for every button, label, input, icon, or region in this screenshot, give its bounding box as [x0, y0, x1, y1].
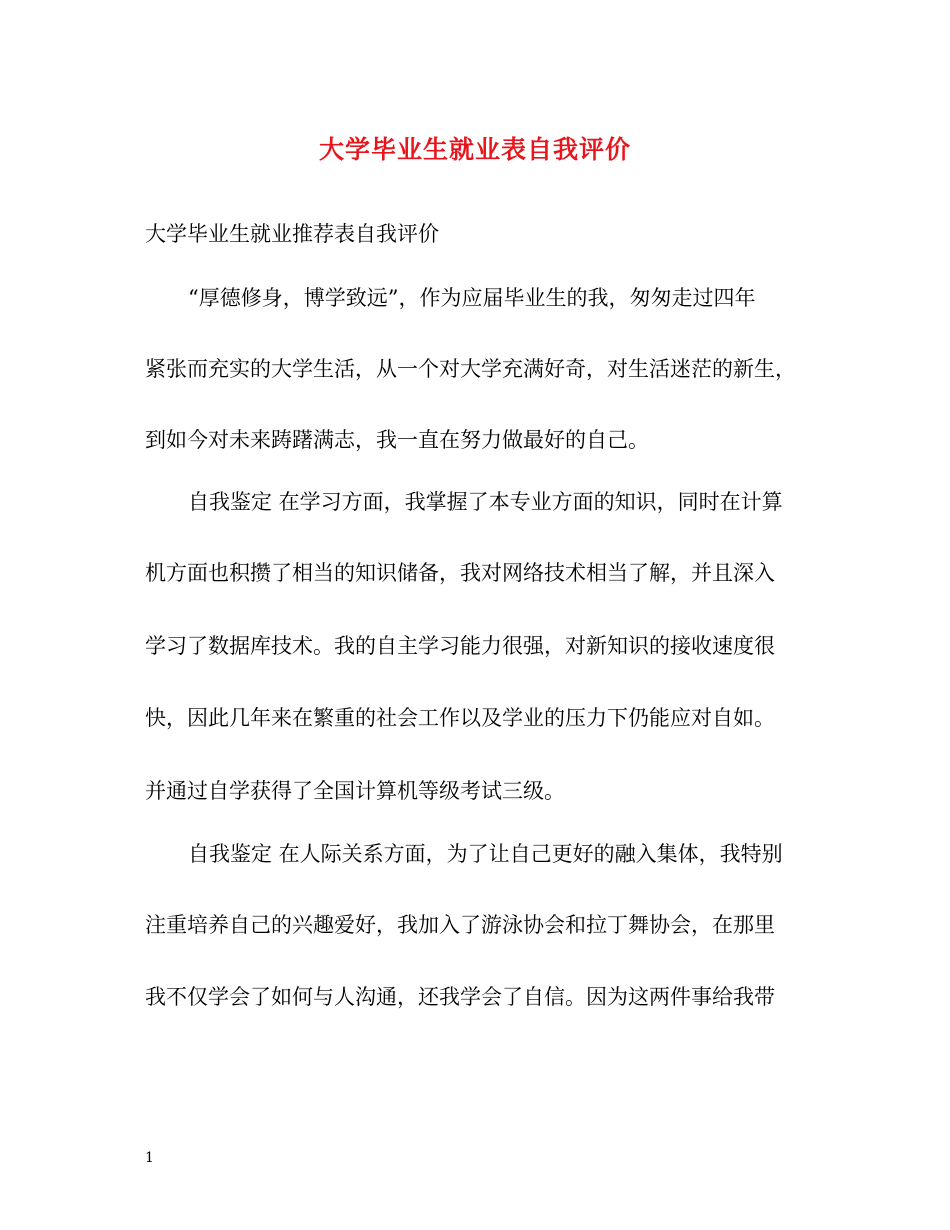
paragraph-line: 并通过自学获得了全国计算机等级考试三级。: [145, 779, 565, 803]
paragraph-line: 快，因此几年来在繁重的社会工作以及学业的压力下仍能应对自如。: [145, 706, 775, 730]
paragraph-line: 注重培养自己的兴趣爱好，我加入了游泳协会和拉丁舞协会，在那里: [145, 913, 775, 937]
paragraph-line: “厚德修身，博学致远”，作为应届毕业生的我，匆匆走过四年: [188, 286, 756, 310]
document-title: 大学毕业生就业表自我评价: [318, 135, 631, 164]
paragraph-line: 到如今对未来踌躇满志，我一直在努力做最好的自己。: [145, 428, 649, 452]
paragraph-line: 自我鉴定 在人际关系方面，为了让自己更好的融入集体，我特别: [188, 842, 783, 866]
paragraph-line: 自我鉴定 在学习方面，我掌握了本专业方面的知识，同时在计算: [188, 490, 783, 514]
paragraph-line: 紧张而充实的大学生活，从一个对大学充满好奇，对生活迷茫的新生，: [145, 357, 796, 381]
page-number: 1: [145, 1150, 154, 1166]
paragraph-line: 学习了数据库技术。我的自主学习能力很强，对新知识的接收速度很: [145, 634, 775, 658]
paragraph-line: 我不仅学会了如何与人沟通，还我学会了自信。因为这两件事给我带: [145, 985, 775, 1009]
paragraph-line: 机方面也积攒了相当的知识储备，我对网络技术相当了解，并且深入: [145, 561, 775, 585]
document-subtitle: 大学毕业生就业推荐表自我评价: [145, 222, 439, 246]
